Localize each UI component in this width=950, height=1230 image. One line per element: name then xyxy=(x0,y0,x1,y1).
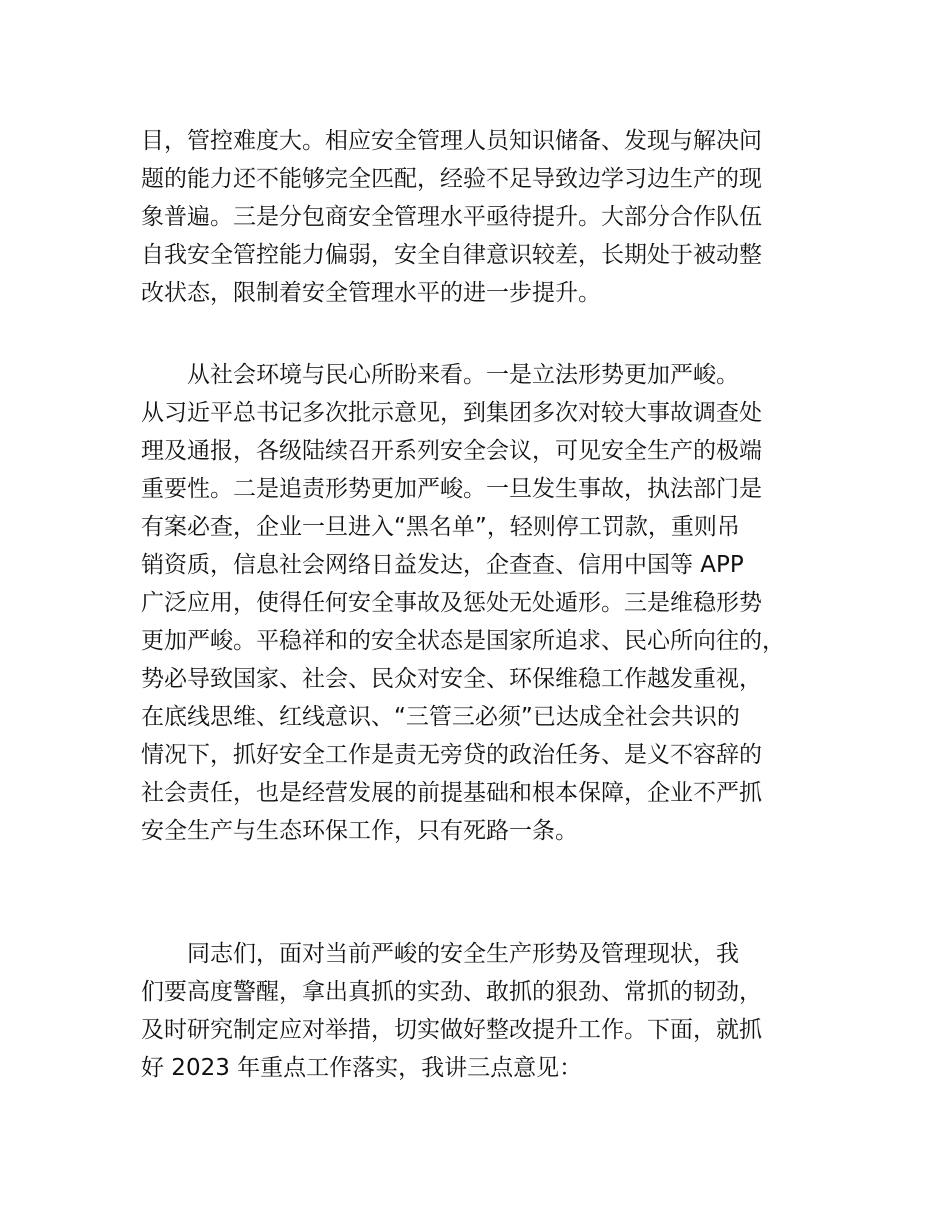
text-line: 更加严峻。平稳祥和的安全状态是国家所追求、民心所向往的， xyxy=(141,628,785,654)
text-line: 广泛应用，使得任何安全事故及惩处无处遁形。三是维稳形势 xyxy=(141,590,762,616)
text-line: 社会责任，也是经营发展的前提基础和根本保障，企业不严抓 xyxy=(141,780,762,806)
text-line: 势必导致国家、社会、民众对安全、环保维稳工作越发重视， xyxy=(141,666,762,692)
text-line: 象普遍。三是分包商安全管理水平亟待提升。大部分合作队伍 xyxy=(141,204,762,230)
text-line: 重要性。二是追责形势更加严峻。一旦发生事故，执法部门是 xyxy=(141,476,762,502)
text-line: 同志们，面对当前严峻的安全生产形势及管理现状，我 xyxy=(141,941,739,967)
text-line: 题的能力还不能够完全匹配，经验不足导致边学习边生产的现 xyxy=(141,166,762,192)
text-line: 从习近平总书记多次批示意见，到集团多次对较大事故调查处 xyxy=(141,400,762,426)
paragraph-2 xyxy=(141,356,841,850)
text-line: 销资质，信息社会网络日益发达，企查查、信用中国等 APP xyxy=(141,552,744,578)
text-line: 目，管控难度大。相应安全管理人员知识储备、发现与解决问 xyxy=(141,128,762,154)
paragraph-1 xyxy=(141,122,841,312)
text-line: 们要高度警醒，拿出真抓的实劲、敢抓的狠劲、常抓的韧劲， xyxy=(141,979,762,1005)
text-line: 在底线思维、红线意识、“三管三必须”已达成全社会共识的 xyxy=(141,704,740,730)
paragraph-3 xyxy=(141,935,841,1087)
text-line: 自我安全管控能力偏弱，安全自律意识较差，长期处于被动整 xyxy=(141,242,762,268)
text-line: 安全生产与生态环保工作，只有死路一条。 xyxy=(141,818,578,844)
text-line: 改状态，限制着安全管理水平的进一步提升。 xyxy=(141,280,601,306)
text-line: 情况下，抓好安全工作是责无旁贷的政治任务、是义不容辞的 xyxy=(141,742,762,768)
text-line: 有案必查，企业一旦进入“黑名单”，轻则停工罚款，重则吊 xyxy=(141,514,740,540)
text-line: 好 2023 年重点工作落实，我讲三点意见： xyxy=(141,1055,583,1081)
text-line: 及时研究制定应对举措，切实做好整改提升工作。下面，就抓 xyxy=(141,1017,762,1043)
text-line: 理及通报，各级陆续召开系列安全会议，可见安全生产的极端 xyxy=(141,438,762,464)
text-line: 从社会环境与民心所盼来看。一是立法形势更加严峻。 xyxy=(141,362,739,388)
